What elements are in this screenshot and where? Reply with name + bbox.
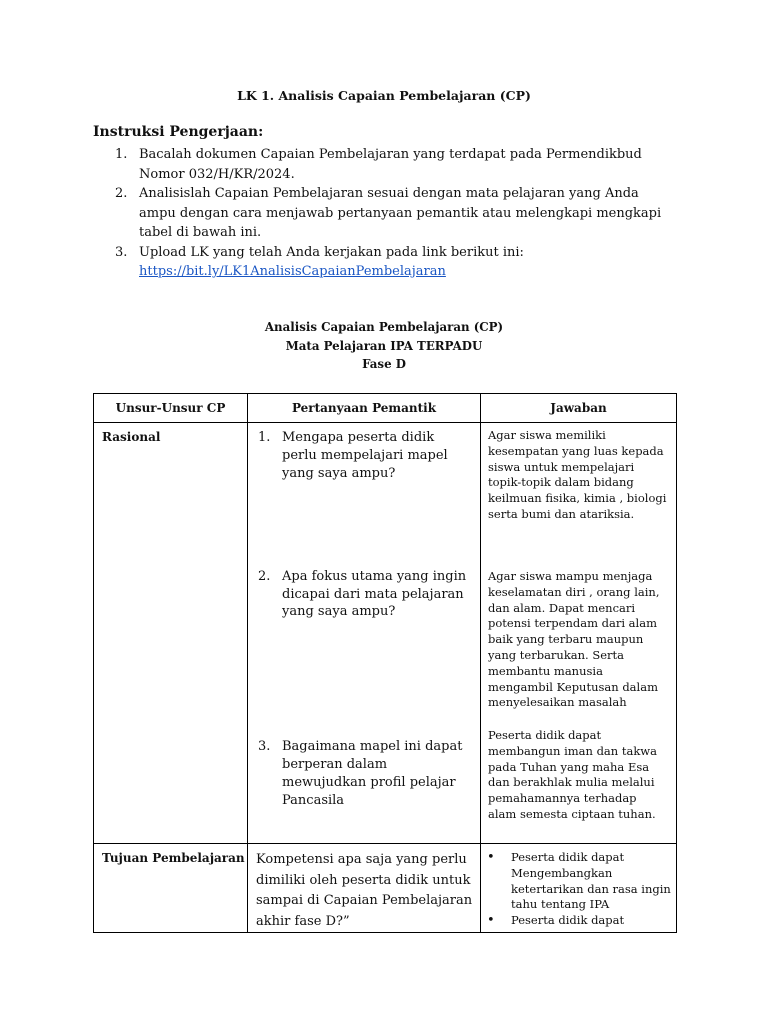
answer-text: Agar siswa mampu menjaga keselamatan diri , orang lain, dan alam. Dapat mencari potensi terpendam dari alam baik yang terbaru maupun yang terbarukan. Serta membantu manusia mengambil Keputusan dalam menyelesaikan masalah: [488, 569, 660, 710]
questions-cell: [248, 423, 480, 843]
question-item: [258, 738, 473, 810]
question-text: Mengapa peserta didik perlu mempelajari mapel yang saya ampu?: [282, 430, 448, 481]
instruction-text: Upload LK yang telah Anda kerjakan pada link berikut ini:: [139, 244, 524, 260]
row-label-tujuan: Tujuan Pembelajaran: [102, 851, 245, 865]
instruction-item: [93, 145, 673, 184]
instruction-item: [93, 243, 673, 282]
question-number: 1.: [258, 430, 271, 445]
list-item: • Peserta didik dapat: [487, 913, 676, 929]
table-title: Analisis Capaian Pembelajaran (CP): [264, 320, 504, 334]
table-header-row: [94, 394, 677, 423]
upload-link[interactable]: https://bit.ly/LK1AnalisisCapaianPembelajaran: [139, 264, 446, 279]
table-row-rasional: [94, 423, 677, 844]
answer-text: Agar siswa memiliki kesempatan yang luas kepada siswa untuk mempelajari topik-topik dalam bidang keilmuan fisika, kimia , biologi serta bumi dan atariksia.: [488, 428, 667, 521]
subject-title: Mata Pelajaran IPA TERPADU: [285, 339, 483, 353]
table-row-tujuan: [94, 844, 677, 933]
answers-bullet-list: [481, 844, 676, 929]
question-item: [258, 429, 473, 483]
header-jawaban: Jawaban: [481, 394, 677, 423]
instruction-number: 3.: [115, 244, 128, 260]
question-text: Apa fokus utama yang ingin dicapai dari mata pelajaran yang saya ampu?: [282, 569, 467, 619]
instruction-item: [93, 184, 673, 243]
phase-title: Fase D: [362, 357, 406, 371]
question-text: Bagaimana mapel ini dapat berperan dalam mewujudkan profil pelajar Pancasila: [282, 739, 463, 808]
cp-analysis-table: [93, 393, 677, 933]
answer-text: Peserta didik dapat membangun iman dan takwa pada Tuhan yang maha Esa dan berakhlak mulia melalui pemahamannya terhadap alam semesta ciptaan tuhan.: [488, 728, 657, 821]
header-pertanyaan-pemantik: Pertanyaan Pemantik: [248, 394, 481, 423]
question-number: 3.: [258, 739, 271, 754]
instruction-number: 1.: [115, 147, 128, 162]
question-item: [258, 568, 473, 621]
list-item: • Peserta didik dapat Mengembangkan ketertarikan dan rasa ingin tahu tentang IPA: [487, 850, 676, 913]
question-number: 2.: [258, 569, 271, 584]
page-title: LK 1. Analisis Capaian Pembelajaran (CP): [237, 88, 531, 103]
instruction-number: 2.: [115, 186, 128, 201]
row-label-rasional: Rasional: [102, 430, 161, 444]
header-unsur-cp: Unsur-Unsur CP: [94, 394, 248, 423]
instruction-text: Analisislah Capaian Pembelajaran sesuai dengan mata pelajaran yang Anda ampu dengan cara menjawab pertanyaan pemantik atau melengkapi mengkapi tabel di bawah ini.: [139, 186, 662, 240]
instructions-heading: Instruksi Pengerjaan:: [93, 124, 264, 140]
instruction-text: Bacalah dokumen Capaian Pembelajaran yang terdapat pada Permendikbud Nomor 032/H/KR/2024.: [139, 147, 642, 182]
answers-cell: [481, 423, 676, 843]
instructions-list: [93, 145, 673, 282]
question-text: Kompetensi apa saja yang perlu dimiliki oleh peserta didik untuk sampai di Capaian Pembelajaran akhir fase D?”: [256, 852, 473, 929]
